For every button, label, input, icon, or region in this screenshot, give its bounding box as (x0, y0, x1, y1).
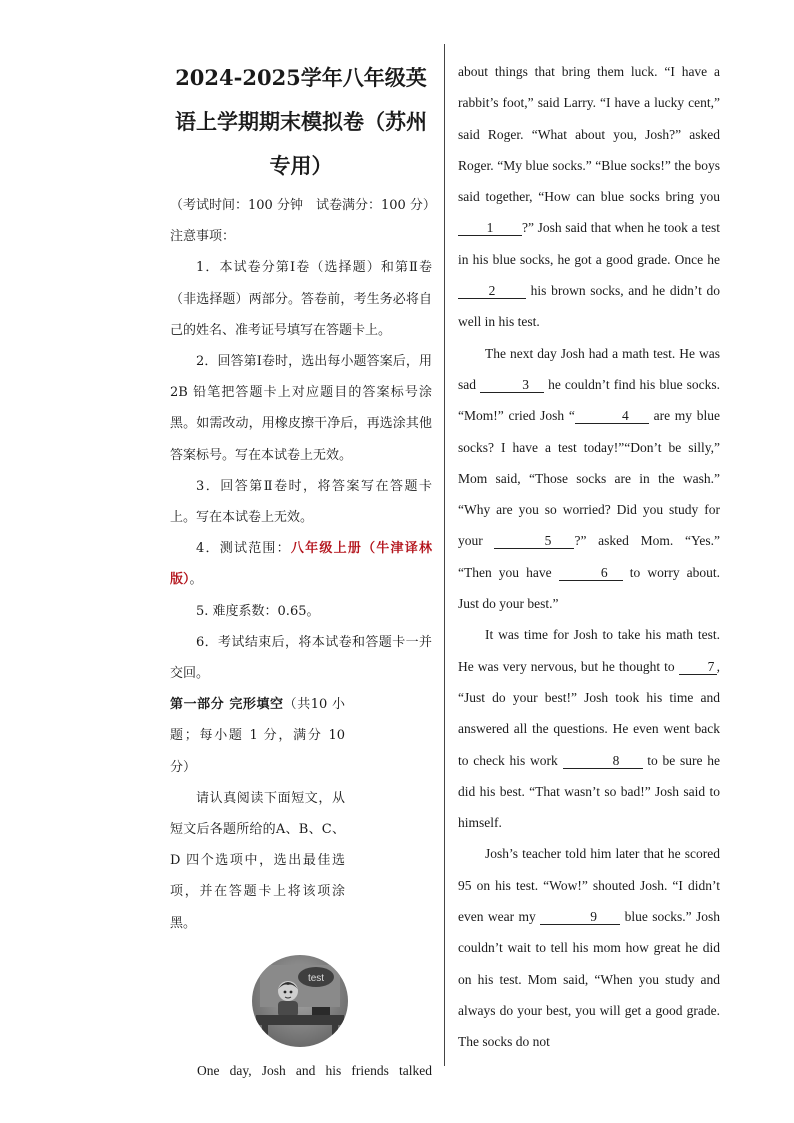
p1-text-b: ?” Josh said that when he took a test in his blue socks, he got a good grade. Once he (458, 220, 720, 267)
passage-paragraph-1 (458, 56, 720, 338)
passage-start: One day, Josh and his friends talked (197, 1062, 432, 1078)
exam-title: 2024-2025学年八年级英语上学期期末模拟卷（苏州专用） (175, 65, 427, 178)
blank-5: 5 (494, 534, 574, 549)
thought-bubble-text: test (307, 972, 325, 984)
note-1: 1．本试卷分第Ⅰ卷（选择题）和第Ⅱ卷（非选择题）两部分。答卷前，考生务必将自己的姓名、准考证号填写在答题卡上。 (170, 260, 432, 338)
note-5: 5. 难度系数：0.65。 (196, 603, 320, 619)
p2-text-c: are my blue socks? I have a test today!”“Don’t be silly,” Mom said, “Those socks are in the wash.” “Why are you so worried? Did you study for your (458, 408, 720, 549)
blank-8: 8 (563, 754, 643, 769)
blank-4: 4 (575, 409, 649, 424)
blank-9: 9 (540, 910, 620, 925)
section-scoring: （共10 小题；每小题 1 分，满分 10 分） (170, 697, 345, 775)
note-6: 6．考试结束后，将本试卷和答题卡一并交回。 (170, 634, 432, 682)
p1-text-c: his brown socks, and he didn’t do well in his test. (458, 283, 720, 330)
p3-text-b: , “Just do your best!” Josh took his time and answered all the questions. He even went back to check his work (458, 658, 720, 768)
note-4 (170, 533, 432, 595)
p4-text-a: Josh’s teacher told him later that he scored 95 on his test. “Wow!” shouted Josh. “I didn’t even wear my (458, 846, 720, 925)
illustration-drawing (252, 955, 348, 1047)
p1-text-a: about things that bring them luck. “I have a rabbit’s foot,” said Larry. “I have a lucky cent,” said Roger. “What about you, Josh?” asked Roger. “My blue socks.” “Blue socks!” the boys said together, “How can blue socks bring you (458, 64, 720, 205)
p2-text-d: ?” asked Mom. “Yes.” “Then you have (458, 533, 720, 580)
note-3: 3．回答第Ⅱ卷时，将答案写在答题卡上。写在本试卷上无效。 (170, 478, 432, 526)
passage-paragraph-3 (458, 619, 720, 838)
boy-at-desk-illustration (252, 955, 348, 1047)
note-4-prefix: 4．测试范围： (196, 541, 291, 557)
notes-heading: 注意事项： (170, 229, 236, 245)
column-divider (444, 44, 445, 1066)
p2-text-a: The next day Josh had a math test. He was sad (458, 345, 720, 392)
p3-text-c: to be sure he did his best. “That wasn’t so bad!” Josh said to himself. (458, 752, 720, 831)
blank-2: 2 (458, 284, 526, 299)
passage-paragraph-4 (458, 838, 720, 1057)
p4-text-b: blue socks.” Josh couldn’t wait to tell his mom how great he did on his test. Mom said, “When you study and always do your best, you will get a good grade. The socks do not (458, 909, 720, 1050)
p2-text-b: he couldn’t find his blue socks. “Mom!” cried Josh “ (458, 376, 721, 424)
blank-1: 1 (458, 221, 522, 236)
left-column (170, 56, 436, 1086)
section-instruction: 请认真阅读下面短文，从短文后各题所给的A、B、C、D 四个选项中，选出最佳选项，并在答题卡上将该项涂黑。 (170, 790, 345, 931)
test-scope: 八年级上册（牛津译林版） (170, 541, 432, 588)
exam-info: （考试时间：100 分钟 试卷满分：100 分） (170, 198, 436, 213)
section-heading (170, 689, 345, 783)
blank-6: 6 (559, 566, 623, 581)
blank-3: 3 (480, 378, 544, 393)
passage-paragraph-2 (458, 338, 720, 620)
blank-7: 7 (679, 660, 717, 675)
p3-text-a: It was time for Josh to take his math test. He was very nervous, but he thought to (458, 627, 720, 674)
p2-text-e: to worry about. Just do your best.” (458, 564, 721, 612)
note-2: 2．回答第Ⅰ卷时，选出每小题答案后，用2B 铅笔把答题卡上对应题目的答案标号涂黑。如需改动，用橡皮擦干净后，再选涂其他答案标号。写在本试卷上无效。 (170, 354, 432, 463)
section-title: 第一部分 完形填空 (170, 697, 284, 713)
note-4-suffix: 。 (189, 572, 203, 588)
right-column (458, 56, 720, 1058)
